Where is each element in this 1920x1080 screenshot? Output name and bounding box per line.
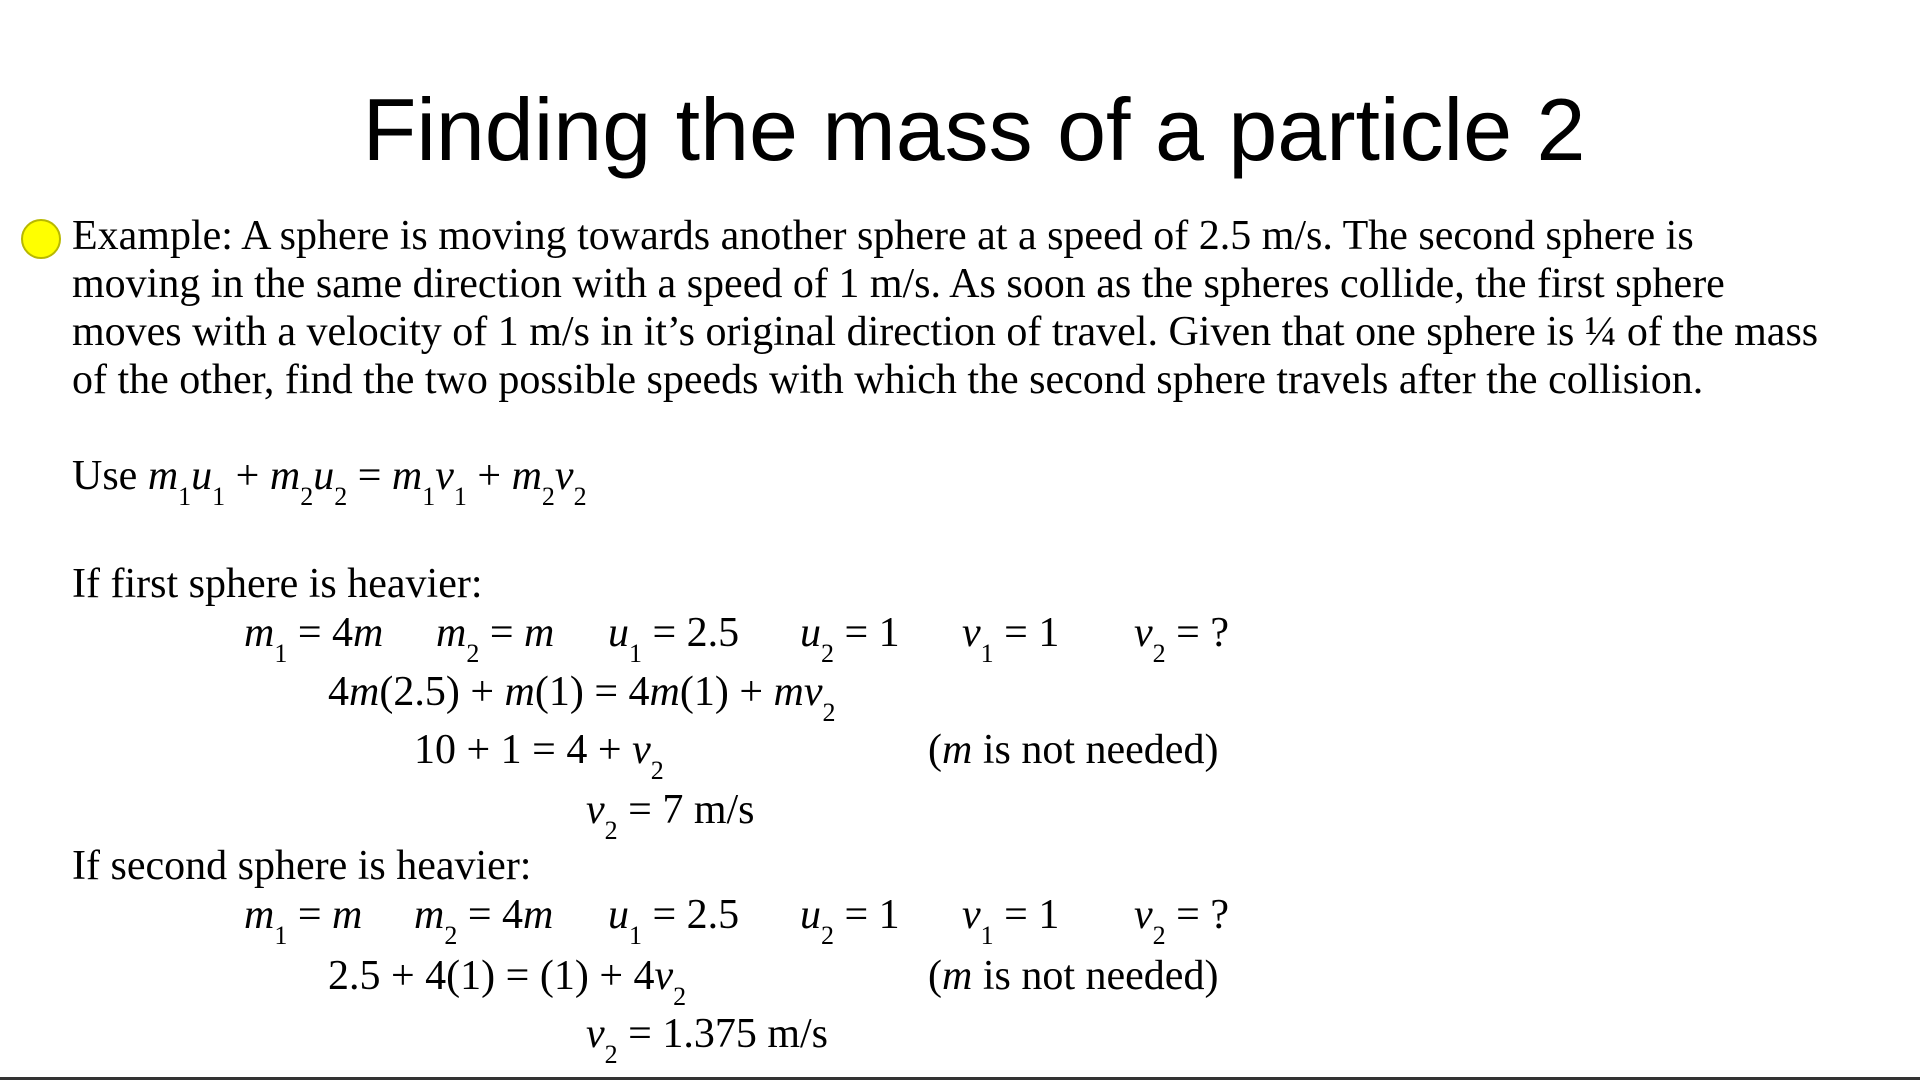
case1-u1: $u_1 = 2.5$ [608,610,740,668]
case1-m2: $m_2 = m$ [436,610,555,668]
case2-v1: $v_1 = 1$ [962,892,1060,950]
example-line-3: moves with a velocity of 1 m/s in it’s original direction of travel. Given that one sphere is ¼ of the mass [72,309,1819,355]
case2-equation-1: $2.5 + 4(1) = (1) + 4v_2$ [328,953,687,1011]
case2-m1: $m_1 = m$ [244,892,363,950]
case1-heading: If first sphere is heavier: [72,561,483,607]
bullet-icon [21,219,61,259]
case1-equation-2: $10 + 1 = 4 + v_2$ [414,727,664,785]
case1-note: (m is not needed) [928,727,1219,773]
case1-result: $v_2 = 7$ m/s [586,787,755,845]
example-line-4: of the other, find the two possible speeds with which the second sphere travels after the collision. [72,357,1704,403]
case2-u1: $u_1 = 2.5$ [608,892,740,950]
case1-u2: $u_2 = 1$ [800,610,900,668]
case2-heading: If second sphere is heavier: [72,843,532,889]
case1-equation-1: $4m(2.5) + m(1) = 4m(1) + mv_2$ [328,669,836,727]
case2-result: $v_2 = 1.375$ m/s [586,1011,829,1069]
case2-v2: $v_2$ = ? [1134,892,1229,950]
case2-note: (m is not needed) [928,953,1219,999]
case1-v1: $v_1 = 1$ [962,610,1060,668]
case1-v2: $v_2$ = ? [1134,610,1229,668]
example-line-2: moving in the same direction with a speed of 1 m/s. As soon as the spheres collide, the first sphere [72,261,1725,307]
momentum-formula: Use $m_1u_1 + m_2u_2 = m_1v_1 + m_2v_2$ [72,453,587,511]
example-line-1: Example: A sphere is moving towards another sphere at a speed of 2.5 m/s. The second sphere is [72,213,1694,259]
case1-m1: $m_1 = 4m$ [244,610,384,668]
slide-title: Finding the mass of a particle 2 [362,80,1586,179]
example-text [72,212,1912,404]
case2-m2: $m_2 = 4m$ [414,892,554,950]
case2-u2: $u_2 = 1$ [800,892,900,950]
use-label: Use [72,453,138,499]
